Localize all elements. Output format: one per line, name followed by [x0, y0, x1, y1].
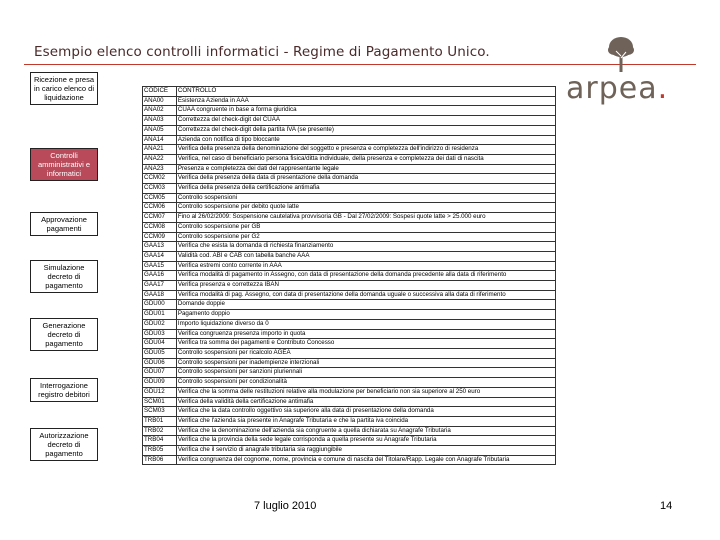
control-description: Verifica modalità di pagamento in Assegno, con data di presentazione della domanda precedente alla data di riferimento — [176, 271, 555, 281]
table-row — [143, 164, 556, 174]
control-code: GDU05 — [143, 348, 177, 358]
table-row — [143, 281, 556, 291]
table-row — [143, 310, 556, 320]
table-row — [143, 339, 556, 349]
control-code: TRB02 — [143, 426, 177, 436]
control-description: Verifica della presenza della data di presentazione della domanda — [176, 174, 555, 184]
control-description: Domande doppie — [176, 300, 555, 310]
control-description: Correttezza del check-digit della partita IVA (se presente) — [176, 125, 555, 135]
control-description: Controllo sospensioni — [176, 193, 555, 203]
control-code: GDU00 — [143, 300, 177, 310]
control-description: Controllo sospensione per debito quote latte — [176, 203, 555, 213]
control-description: Controllo sospensione per G2 — [176, 232, 555, 242]
tree-icon — [606, 36, 636, 72]
control-description: Controllo sospensioni per sanzioni pluriennali — [176, 368, 555, 378]
control-code: GAA17 — [143, 281, 177, 291]
table-row — [143, 261, 556, 271]
table-row — [143, 387, 556, 397]
slide-title: Esempio elenco controlli informatici - Regime di Pagamento Unico. — [34, 44, 490, 60]
control-code: SCM01 — [143, 397, 177, 407]
control-code: GAA15 — [143, 261, 177, 271]
control-code: TRB01 — [143, 416, 177, 426]
table-row — [143, 416, 556, 426]
control-description: Verifica della presenza della denominazione del soggetto e presenza e completezza dell'indirizzo di residenza — [176, 145, 555, 155]
control-code: CCM07 — [143, 213, 177, 223]
control-description: Verifica, nel caso di beneficiario persona fisica/ditta individuale, della presenza e completezza dei dati di nascita — [176, 154, 555, 164]
control-description: Verifica che l'azienda sia presente in Anagrafe Tributaria e che la partita iva coincida — [176, 416, 555, 426]
table-row — [143, 213, 556, 223]
control-description: Controllo sospensione per GB — [176, 222, 555, 232]
control-code: GDU09 — [143, 378, 177, 388]
control-description: Presenza e completezza dei dati del rappresentante legale — [176, 164, 555, 174]
table-row — [143, 174, 556, 184]
table-row — [143, 193, 556, 203]
control-code: ANA14 — [143, 135, 177, 145]
control-description: Pagamento doppio — [176, 310, 555, 320]
control-code: TRB04 — [143, 436, 177, 446]
control-description: Verifica modalità di pag. Assegno, con data di presentazione della domanda uguale o successiva alla data di riferimento — [176, 290, 555, 300]
header-control: CONTROLLO — [176, 87, 555, 97]
table-row — [143, 397, 556, 407]
table-row — [143, 436, 556, 446]
control-description: Importo liquidazione diverso da 0 — [176, 319, 555, 329]
table-row — [143, 271, 556, 281]
control-code: ANA22 — [143, 154, 177, 164]
control-description: Verifica della validità della certificazione antimafia — [176, 397, 555, 407]
control-code: GAA16 — [143, 271, 177, 281]
control-description: Verifica tra somma dei pagamenti e Contributo Concesso — [176, 339, 555, 349]
table-row — [143, 222, 556, 232]
control-code: TRB05 — [143, 446, 177, 456]
logo-wordmark: arpea. — [566, 71, 669, 106]
table-row — [143, 116, 556, 126]
control-code: GAA18 — [143, 290, 177, 300]
table-row — [143, 446, 556, 456]
table-row — [143, 232, 556, 242]
control-description: Validità cod. ABI e CAB con tabella banche AAA — [176, 251, 555, 261]
control-code: GDU07 — [143, 368, 177, 378]
page-number: 14 — [660, 500, 673, 512]
control-code: CCM08 — [143, 222, 177, 232]
table-header-row — [143, 87, 556, 97]
control-code: CCM05 — [143, 193, 177, 203]
control-code: ANA02 — [143, 106, 177, 116]
control-code: GDU04 — [143, 339, 177, 349]
control-code: SCM03 — [143, 407, 177, 417]
control-description: Controllo sospensioni per ricalcolo AGEA — [176, 348, 555, 358]
table-row — [143, 319, 556, 329]
table-row — [143, 426, 556, 436]
control-description: Verifica che la provincia della sede legale corrisponda a quella presente su Anagrafe Tributaria — [176, 436, 555, 446]
control-code: ANA03 — [143, 116, 177, 126]
control-code: GAA14 — [143, 251, 177, 261]
control-code: GDU12 — [143, 387, 177, 397]
table-row — [143, 348, 556, 358]
control-code: GDU06 — [143, 358, 177, 368]
footer-date: 7 luglio 2010 — [254, 500, 317, 512]
process-step: Controlli amministrativi e informatici — [30, 148, 98, 181]
header-code: CODICE — [143, 87, 177, 97]
table-row — [143, 455, 556, 465]
control-description: Verifica congruenza presenza importo in quota — [176, 329, 555, 339]
control-description: Verifica della presenza della certificazione antimafia — [176, 184, 555, 194]
control-description: Verifica che la somma delle restituzioni relative alla modulazione per beneficiario non sia superiore al 250 euro — [176, 387, 555, 397]
control-code: TRB06 — [143, 455, 177, 465]
process-step: Simulazione decreto di pagamento — [30, 260, 98, 293]
control-description: Fino al 26/02/2009: Sospensione cautelativa provvisoria GB - Dal 27/02/2009: Sospesi quote latte > 25.000 euro — [176, 213, 555, 223]
table-row — [143, 135, 556, 145]
control-code: GDU03 — [143, 329, 177, 339]
process-step: Interrogazione registro debitori — [30, 378, 98, 402]
control-description: Verifica estremi conto corrente in AAA — [176, 261, 555, 271]
control-code: GDU02 — [143, 319, 177, 329]
table-row — [143, 145, 556, 155]
table-row — [143, 106, 556, 116]
control-description: Azienda con notifica di tipo bloccante — [176, 135, 555, 145]
control-description: CUAA congruente in base a forma giuridica — [176, 106, 555, 116]
control-code: ANA00 — [143, 96, 177, 106]
table-row — [143, 242, 556, 252]
control-description: Verifica che il servizio di anagrafe tributaria sia raggiungibile — [176, 446, 555, 456]
control-description: Controllo sospensioni per inadempienze interzionali — [176, 358, 555, 368]
control-code: CCM06 — [143, 203, 177, 213]
control-description: Controllo sospensioni per condizionalità — [176, 378, 555, 388]
table-row — [143, 329, 556, 339]
control-description: Correttezza del check-digit del CUAA — [176, 116, 555, 126]
control-description: Esistenza Azienda in AAA — [176, 96, 555, 106]
table-row — [143, 184, 556, 194]
control-code: CCM03 — [143, 184, 177, 194]
process-step: Ricezione e presa in carico elenco di liquidazione — [30, 72, 98, 105]
control-code: ANA21 — [143, 145, 177, 155]
table-row — [143, 154, 556, 164]
control-code: CCM09 — [143, 232, 177, 242]
controls-table — [142, 86, 556, 465]
table-row — [143, 290, 556, 300]
control-code: GDU01 — [143, 310, 177, 320]
control-description: Verifica presenza e correttezza IBAN — [176, 281, 555, 291]
control-description: Verifica che la denominazione dell'azienda sia congruente a quella dichiarata su Anagrafe Tributaria — [176, 426, 555, 436]
control-code: CCM02 — [143, 174, 177, 184]
table-row — [143, 203, 556, 213]
process-step: Autorizzazione decreto di pagamento — [30, 428, 98, 461]
table-row — [143, 125, 556, 135]
table-row — [143, 251, 556, 261]
table-row — [143, 378, 556, 388]
control-description: Verifica che la data controllo oggettivo sia superiore alla data di presentazione della domanda — [176, 407, 555, 417]
process-step: Approvazione pagamenti — [30, 212, 98, 236]
arpea-logo — [566, 36, 676, 106]
control-description: Verifica che esista la domanda di richiesta finanziamento — [176, 242, 555, 252]
process-step: Generazione decreto di pagamento — [30, 318, 98, 351]
table-row — [143, 358, 556, 368]
table-row — [143, 407, 556, 417]
table-row — [143, 300, 556, 310]
control-description: Verifica congruenza del cognome, nome, provincia e comune di nascita del Titolare/Rapp. Legale con Anagrafe Tributaria — [176, 455, 555, 465]
table-row — [143, 368, 556, 378]
control-code: GAA13 — [143, 242, 177, 252]
control-code: ANA05 — [143, 125, 177, 135]
control-code: ANA23 — [143, 164, 177, 174]
table-row — [143, 96, 556, 106]
